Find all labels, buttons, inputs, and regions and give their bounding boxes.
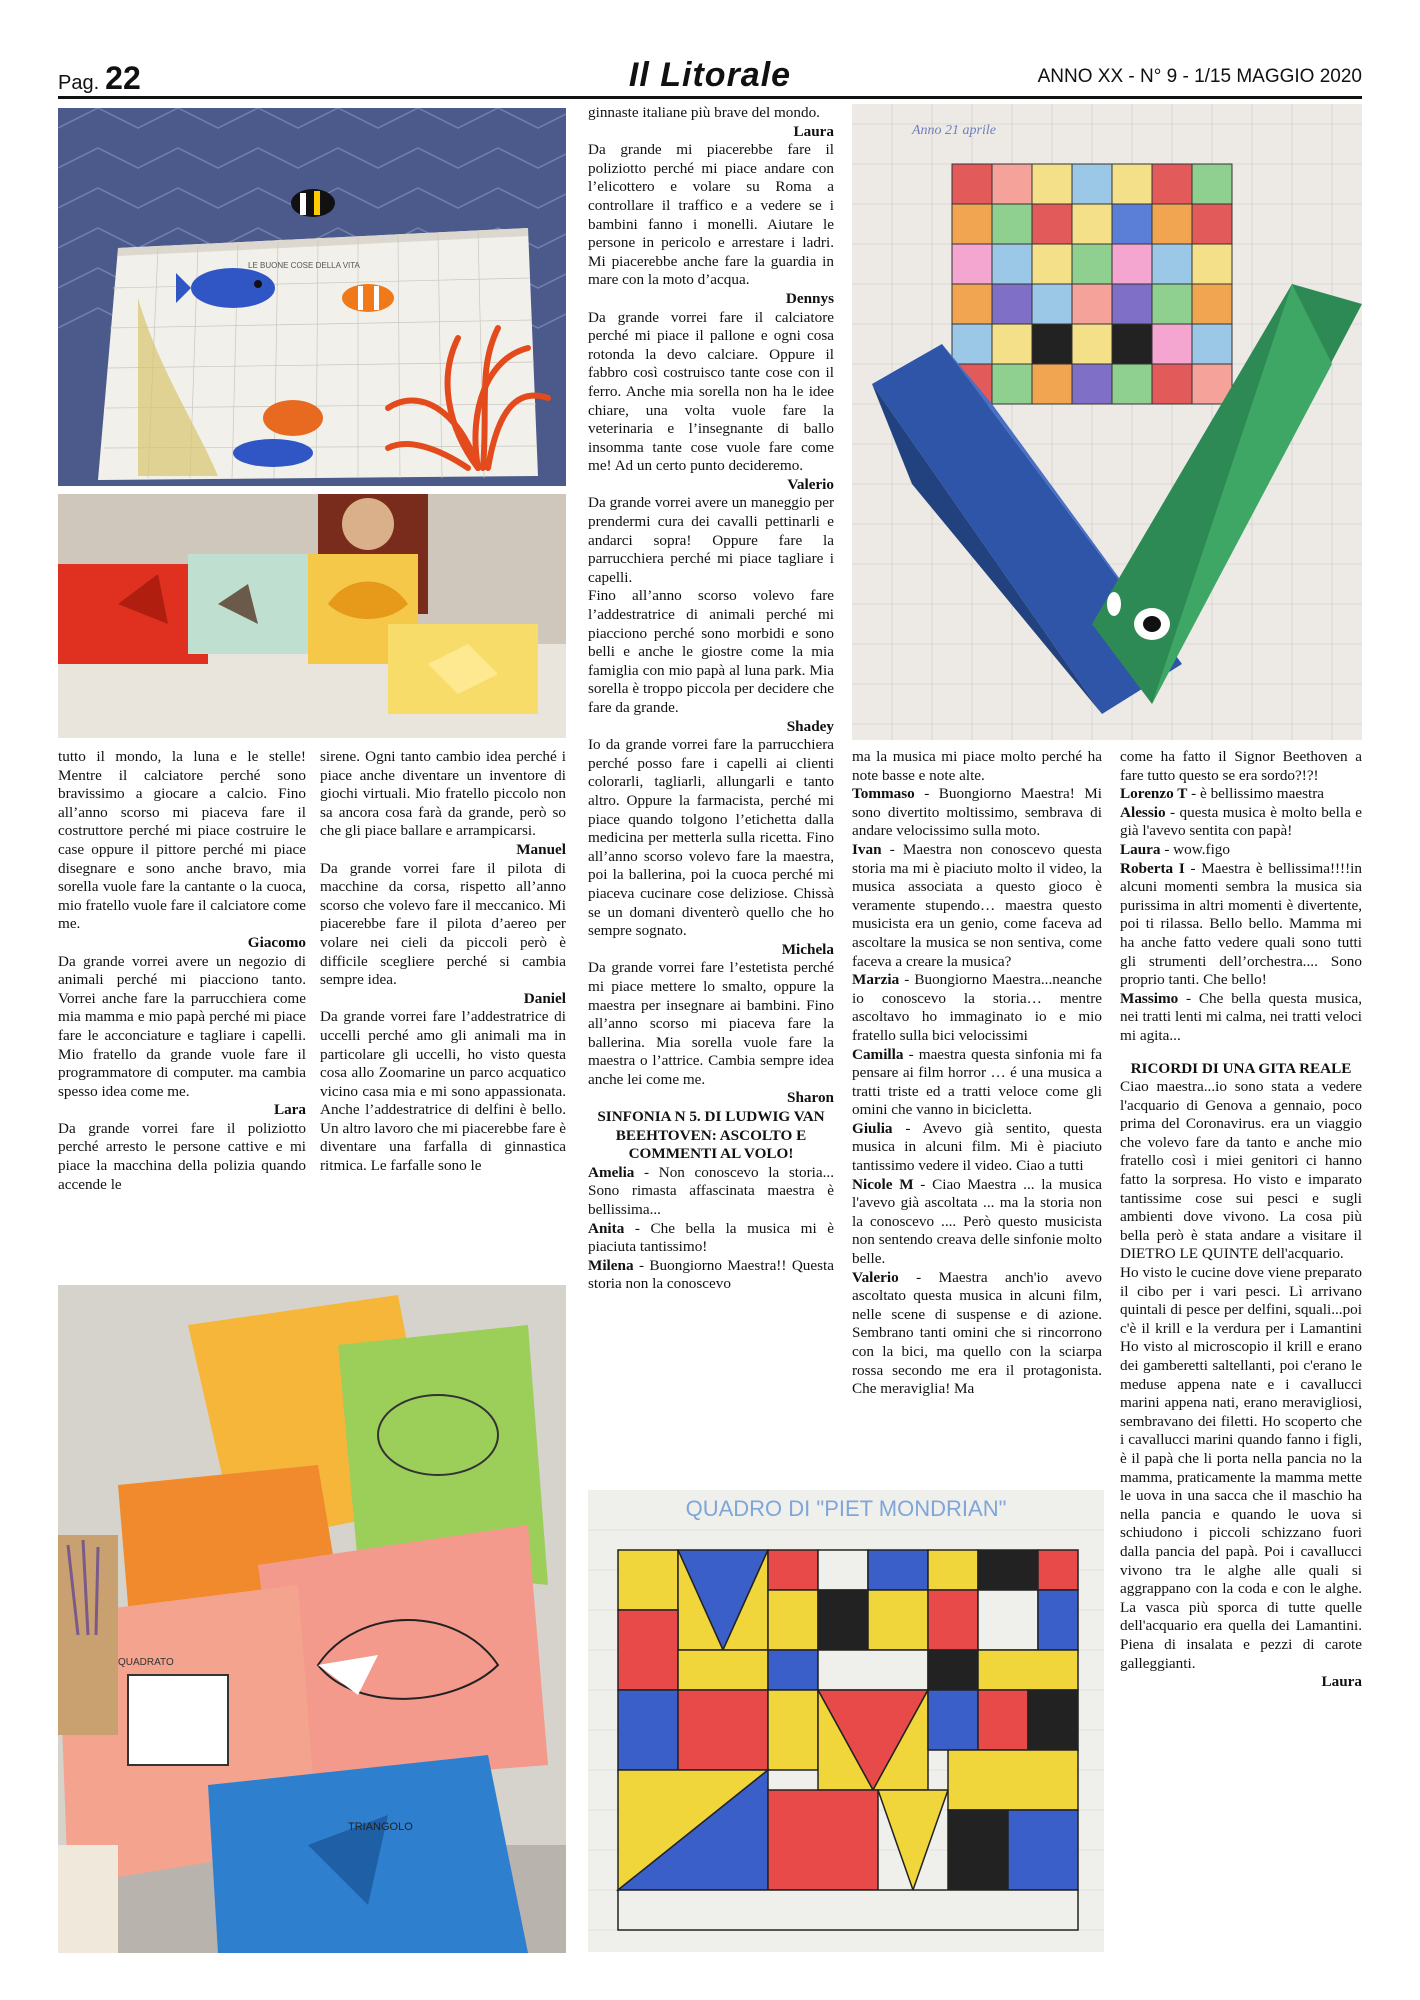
- comment: [1120, 990, 1362, 1046]
- article-text: Da grande vorrei fare l’addestratrice di uccelli perché amo gli animali ma in particolare gli uccelli, ho visto questa cosa allo Zoomarine un parco acquatico vicino casa mia e mi sono appassionata. Anche l’addestratrice di delfini è bello. Un altro lavoro che mi piacerebbe fare è diventare una farfalla di ginnastica ritmica. Le farfalle sono le: [320, 1008, 566, 1175]
- page-number: 22: [105, 60, 141, 96]
- author-signature: Giacomo: [247, 933, 306, 951]
- comment-text: - Avevo già sentito, questa musica in alcuni film. Mi è piaciuto tantissimo vedere il video. Ciao a tutti: [852, 1119, 1102, 1175]
- comment-author: Massimo: [1120, 989, 1179, 1007]
- comment-text: - Maestra anch'io avevo ascoltato questa musica in alcuni film, nelle scene di suspense e di azione. Sembrano tanti omini che si rincorrono con la bici, ma quello con la sciarpa rossa secondo me era il protagonista. Che meraviglia! Ma: [852, 1268, 1102, 1398]
- comment-text: - Buongiorno Maestra...neanche io conoscevo la storia… mentre ascoltavo ho immaginato io e mio fratello sulla bici velocissimi: [852, 971, 1102, 1044]
- comment-author: Alessio: [1120, 803, 1166, 821]
- article-text: Da grande vorrei fare il poliziotto perché arresto le persone cattive e mi piace la macchina della polizia quando accende le: [58, 1119, 306, 1193]
- comment: [852, 1176, 1102, 1269]
- article-text: Da grande vorrei avere un maneggio per prendermi cura dei cavalli pettinarli e andarci sopra! Oppure fare la parrucchiera perché mi piace tagliare i capelli.: [588, 494, 834, 586]
- article-text: sirene. Ogni tanto cambio idea perché i piace anche diventare un inventore di giochi virtuali. Mio fratello piccolo non sa ancora cosa farà da grande, però so che gli piace ballare e arrampicarsi.: [320, 748, 566, 840]
- comment-author: Tommaso: [852, 785, 915, 803]
- comment-author: Giulia: [852, 1119, 893, 1137]
- article-text: Da grande vorrei fare l’estetista perché mi piace mettere lo smalto, oppure la maestra per insegnare ai bambini. Fino all’anno scorso mi piaceva fare la ballerina. Mia sorella vuole fare la maestra o l’attrice. Cambia sempre idea anche lei come me.: [588, 959, 834, 1088]
- comment: [588, 1257, 834, 1294]
- comment-text: - Che bella la musica mi è piaciuta tantissimo!: [588, 1219, 834, 1256]
- comment: [852, 841, 1102, 971]
- article-text: Ciao maestra...io sono stata a vedere l'acquario di Genova a gennaio, poco prima del Coronavirus. era un viaggio che volevo fare da tanto e anche mio fratello così i miei genitori ci hanno fatto la sorpresa. Ho visto e imparato tantissime cose sui pesci e sugli ambienti dove vivono. La cosa più bella però è stata andare a visitare il DIETRO LE QUINTE dell'acquario.: [1120, 1078, 1362, 1263]
- author-signature: Laura: [1321, 1673, 1362, 1691]
- column-3: [588, 104, 834, 1294]
- comment-author: Milena: [588, 1256, 634, 1274]
- article-text: Io da grande vorrei fare la parrucchiera perché posso fare i capelli ai clienti colorarli, tagliarli, allungarli e tanto altro. Oppure la farmacista, perché mi piace quando tolgono l’etichetta dalla medicina per metterla sulla ricetta. Fino all’anno scorso volevo fare la maestra, poi la ballerina, poi la cuoca perché mi piaceva cucinare cose deliziose. Chissà se un domani diventerò quello che ho sempre sognato.: [588, 736, 834, 940]
- author-signature: Valerio: [787, 475, 834, 493]
- article-text: Da grande vorrei avere un negozio di animali perché mi piacciono tanto. Vorrei anche fare la parrucchiera come mia mamma e mio papà perché mi piace fare le acconciature e tagliare i capelli. Mio fratello da grande vuole fare il programmatore di computer. ma cambia spesso idea come me.: [58, 952, 306, 1100]
- page-label-text: Pag.: [58, 72, 100, 94]
- photo-popup-cards: [58, 494, 566, 738]
- article-text: Da grande mi piacerebbe fare il poliziotto perché mi piace andare con l’elicottero e volare su Roma a controllare il traffico e a vedere se i bambini fanno i monelli. Aiutare le persone in pericolo e arrestare i ladri. Mi piacerebbe anche fare la guardia in mare con la moto d’acqua.: [588, 141, 834, 289]
- comment-author: Valerio: [852, 1268, 899, 1286]
- comment-author: Ivan: [852, 840, 882, 858]
- article-text: come ha fatto il Signor Beethoven a fare tutto questo se era sordo?!?!: [1120, 748, 1362, 784]
- comment: [852, 1046, 1102, 1120]
- article-text: ginnaste italiane più brave del mondo.: [588, 104, 820, 121]
- article-text: Da grande vorrei fare il pilota di macchine da corsa, rispetto all’anno scorso che volevo fare il meccanico. Mi piacerebbe fare il pilota d’aereo per volare nei cieli da piccoli però è difficile scegliere perché si cambia sempre idea.: [320, 859, 566, 989]
- comment: [1120, 860, 1362, 990]
- author-signature: Sharon: [787, 1089, 834, 1107]
- article-text: Fino all’anno scorso volevo fare l’addestratrice di animali perché mi piacciono perché sono morbidi e sono belli e anche le giostre come la mia famiglia con mio papà al luna park. Mia sorella è troppo piccola per decidere che fare da grande.: [588, 587, 834, 716]
- author-signature: Daniel: [523, 989, 566, 1007]
- author-signature: Michela: [781, 940, 834, 958]
- comment-author: Lorenzo T: [1120, 785, 1188, 803]
- comment: [588, 1220, 834, 1257]
- comment-author: Camilla: [852, 1045, 904, 1063]
- comment-text: - maestra questa sinfonia mi fa pensare ai film horror … é una musica a tratti triste ed a tratti veloce come gli omini che vanno in bicicletta.: [852, 1045, 1102, 1119]
- comment-text: - wow.figo: [1160, 840, 1230, 858]
- author-signature: Lara: [273, 1101, 306, 1119]
- comment-text: - Maestra è bellissima!!!!in alcuni momenti sembra la musica sia purissima in altri momenti è divertente, poi ti rilassa. Bello bello. Mamma mi ha anche fatto vedere quali sono tutti gli strumenti dell’orchestra.... Sono proprio tanti. Che bello!: [1120, 859, 1362, 989]
- photo-notebook-fish: [852, 104, 1362, 740]
- comment-text: - Che bella questa musica, nei tratti lenti mi calma, nei tratti veloci mi agita...: [1120, 989, 1362, 1044]
- header-rule: [58, 96, 1362, 99]
- section-heading: RICORDI DI UNA GITA REALE: [1130, 1059, 1352, 1077]
- drawing-label: LE BUONE COSE DELLA VITA: [248, 261, 360, 270]
- comment: [588, 1164, 834, 1220]
- comment: [1120, 804, 1362, 841]
- comment-author: Marzia: [852, 971, 900, 989]
- article-text: Da grande vorrei fare il calciatore perché mi piace il pallone e ogni cosa rotonda la devo calciare. Oppure il fabbro così costruisco tante cose con il ferro. Anche mia sorella non ha le idee chiare, una volta vuole fare la veterinaria e l’insegnante di ballo insomma tante cose vuole fare come me! Ad un certo punto decideremo.: [588, 308, 834, 475]
- comment-text: - Buongiorno Maestra!! Questa storia non la conoscevo: [588, 1256, 834, 1293]
- column-2: [320, 748, 566, 1176]
- comment-author: Nicole M: [852, 1175, 914, 1193]
- photo-fish-drawing: [58, 108, 566, 486]
- column-4: [852, 748, 1102, 1399]
- comment: [852, 1269, 1102, 1399]
- comment-author: Laura: [1120, 840, 1161, 858]
- comment-text: - Non conoscevo la storia... Sono rimasta affascinata maestra è bellissima...: [588, 1163, 834, 1219]
- author-signature: Laura: [793, 122, 834, 140]
- mondrian-title: QUADRO DI "PIET MONDRIAN": [685, 1496, 1007, 1521]
- photo-shapes-fish: [58, 1285, 566, 1953]
- comment-text: - Ciao Maestra ... la musica l'avevo già ascoltata ... ma la storia non la conoscevo .... Però questo musicista non sentendo creava delle sinfonie molto belle.: [852, 1175, 1102, 1268]
- comment: [852, 785, 1102, 841]
- author-signature: Shadey: [786, 717, 834, 735]
- notebook-date: Anno 21 aprile: [912, 123, 996, 138]
- label-quadrato: QUADRATO: [118, 1657, 174, 1668]
- column-1: [58, 748, 306, 1194]
- label-triangolo: TRIANGOLO: [348, 1821, 413, 1833]
- article-text: ma la musica mi piace molto perché ha note basse e note alte.: [852, 748, 1102, 784]
- author-signature: Dennys: [785, 289, 834, 307]
- comment: [1120, 785, 1362, 804]
- comment-text: - è bellissimo maestra: [1187, 785, 1325, 803]
- masthead: Il Litorale: [628, 56, 792, 94]
- author-signature: Manuel: [516, 840, 566, 858]
- comment-text: - Maestra non conoscevo questa storia ma mi è piaciuto molto il video, la musica associata a questo gioco è veramente stupendo… maestra questo musicista era un genio, come faceva ad ascoltare la musica se non sentiva, come faceva a creare la musica?: [852, 840, 1102, 970]
- photo-mondrian: [588, 1490, 1104, 1952]
- comment: [1120, 841, 1362, 860]
- comment-author: Anita: [588, 1219, 625, 1237]
- comment-author: Amelia: [588, 1163, 635, 1181]
- comment: [852, 1120, 1102, 1176]
- comment-author: Roberta I: [1120, 859, 1185, 877]
- comment-text: - Buongiorno Maestra! Mi sono divertito moltissimo, sembrava di andare velocissimo sulla moto.: [852, 785, 1102, 840]
- column-5: [1120, 748, 1362, 1692]
- issue-info: ANNO XX - N° 9 - 1/15 MAGGIO 2020: [1037, 66, 1362, 87]
- article-text: Ho visto le cucine dove viene preparato il cibo per i vari pesci. Lì arrivano quintali di pesce per delfini, squali...poi c'è il krill e la verdura per i Lamantini Ho visto al microscopio il krill e erano dei gamberetti saltellanti, poi c'erano le meduse appena nate e i cavallucci marini appena nati, erano meravigliosi, sembravano dei filetti. Ho scoperto che i cavallucci marini quando fanno i figli, è il papà che li porta nella pancia no la mamma, praticamente la mamma mette le uova in una sacca che il maschio ha nella pancia e quando le uova si schiudono i piccoli schizzano fuori dalla pancia del papà. Poi i cavallucci vivono tra le alghe alle quali si aggrappano con la coda e con le alghe. La vasca più sporca di tutte quelle dell'acquario era quella dei Lamantini. Piena di insalata e pezzi di carote galleggianti.: [1120, 1264, 1362, 1672]
- section-heading: SINFONIA N 5. DI LUDWIG VAN BEEHTOVEN: ASCOLTO E COMMENTI AL VOLO!: [597, 1108, 825, 1163]
- article-text: tutto il mondo, la luna e le stelle! Mentre il calciatore perché sono bravissimo a giocare a calcio. Fino all’anno scorso mi piaceva fare il costruttore perché mi piace costruire le case oppure il pittore perché mi piace disegnare e sono anche bravo, mia sorella vuole fare la cantante o la cuoca, mio fratello vuole fare il calciatore come me.: [58, 748, 306, 933]
- comment: [852, 971, 1102, 1045]
- comment-text: - questa musica è molto bella e già l'avevo sentita con papà!: [1120, 803, 1362, 840]
